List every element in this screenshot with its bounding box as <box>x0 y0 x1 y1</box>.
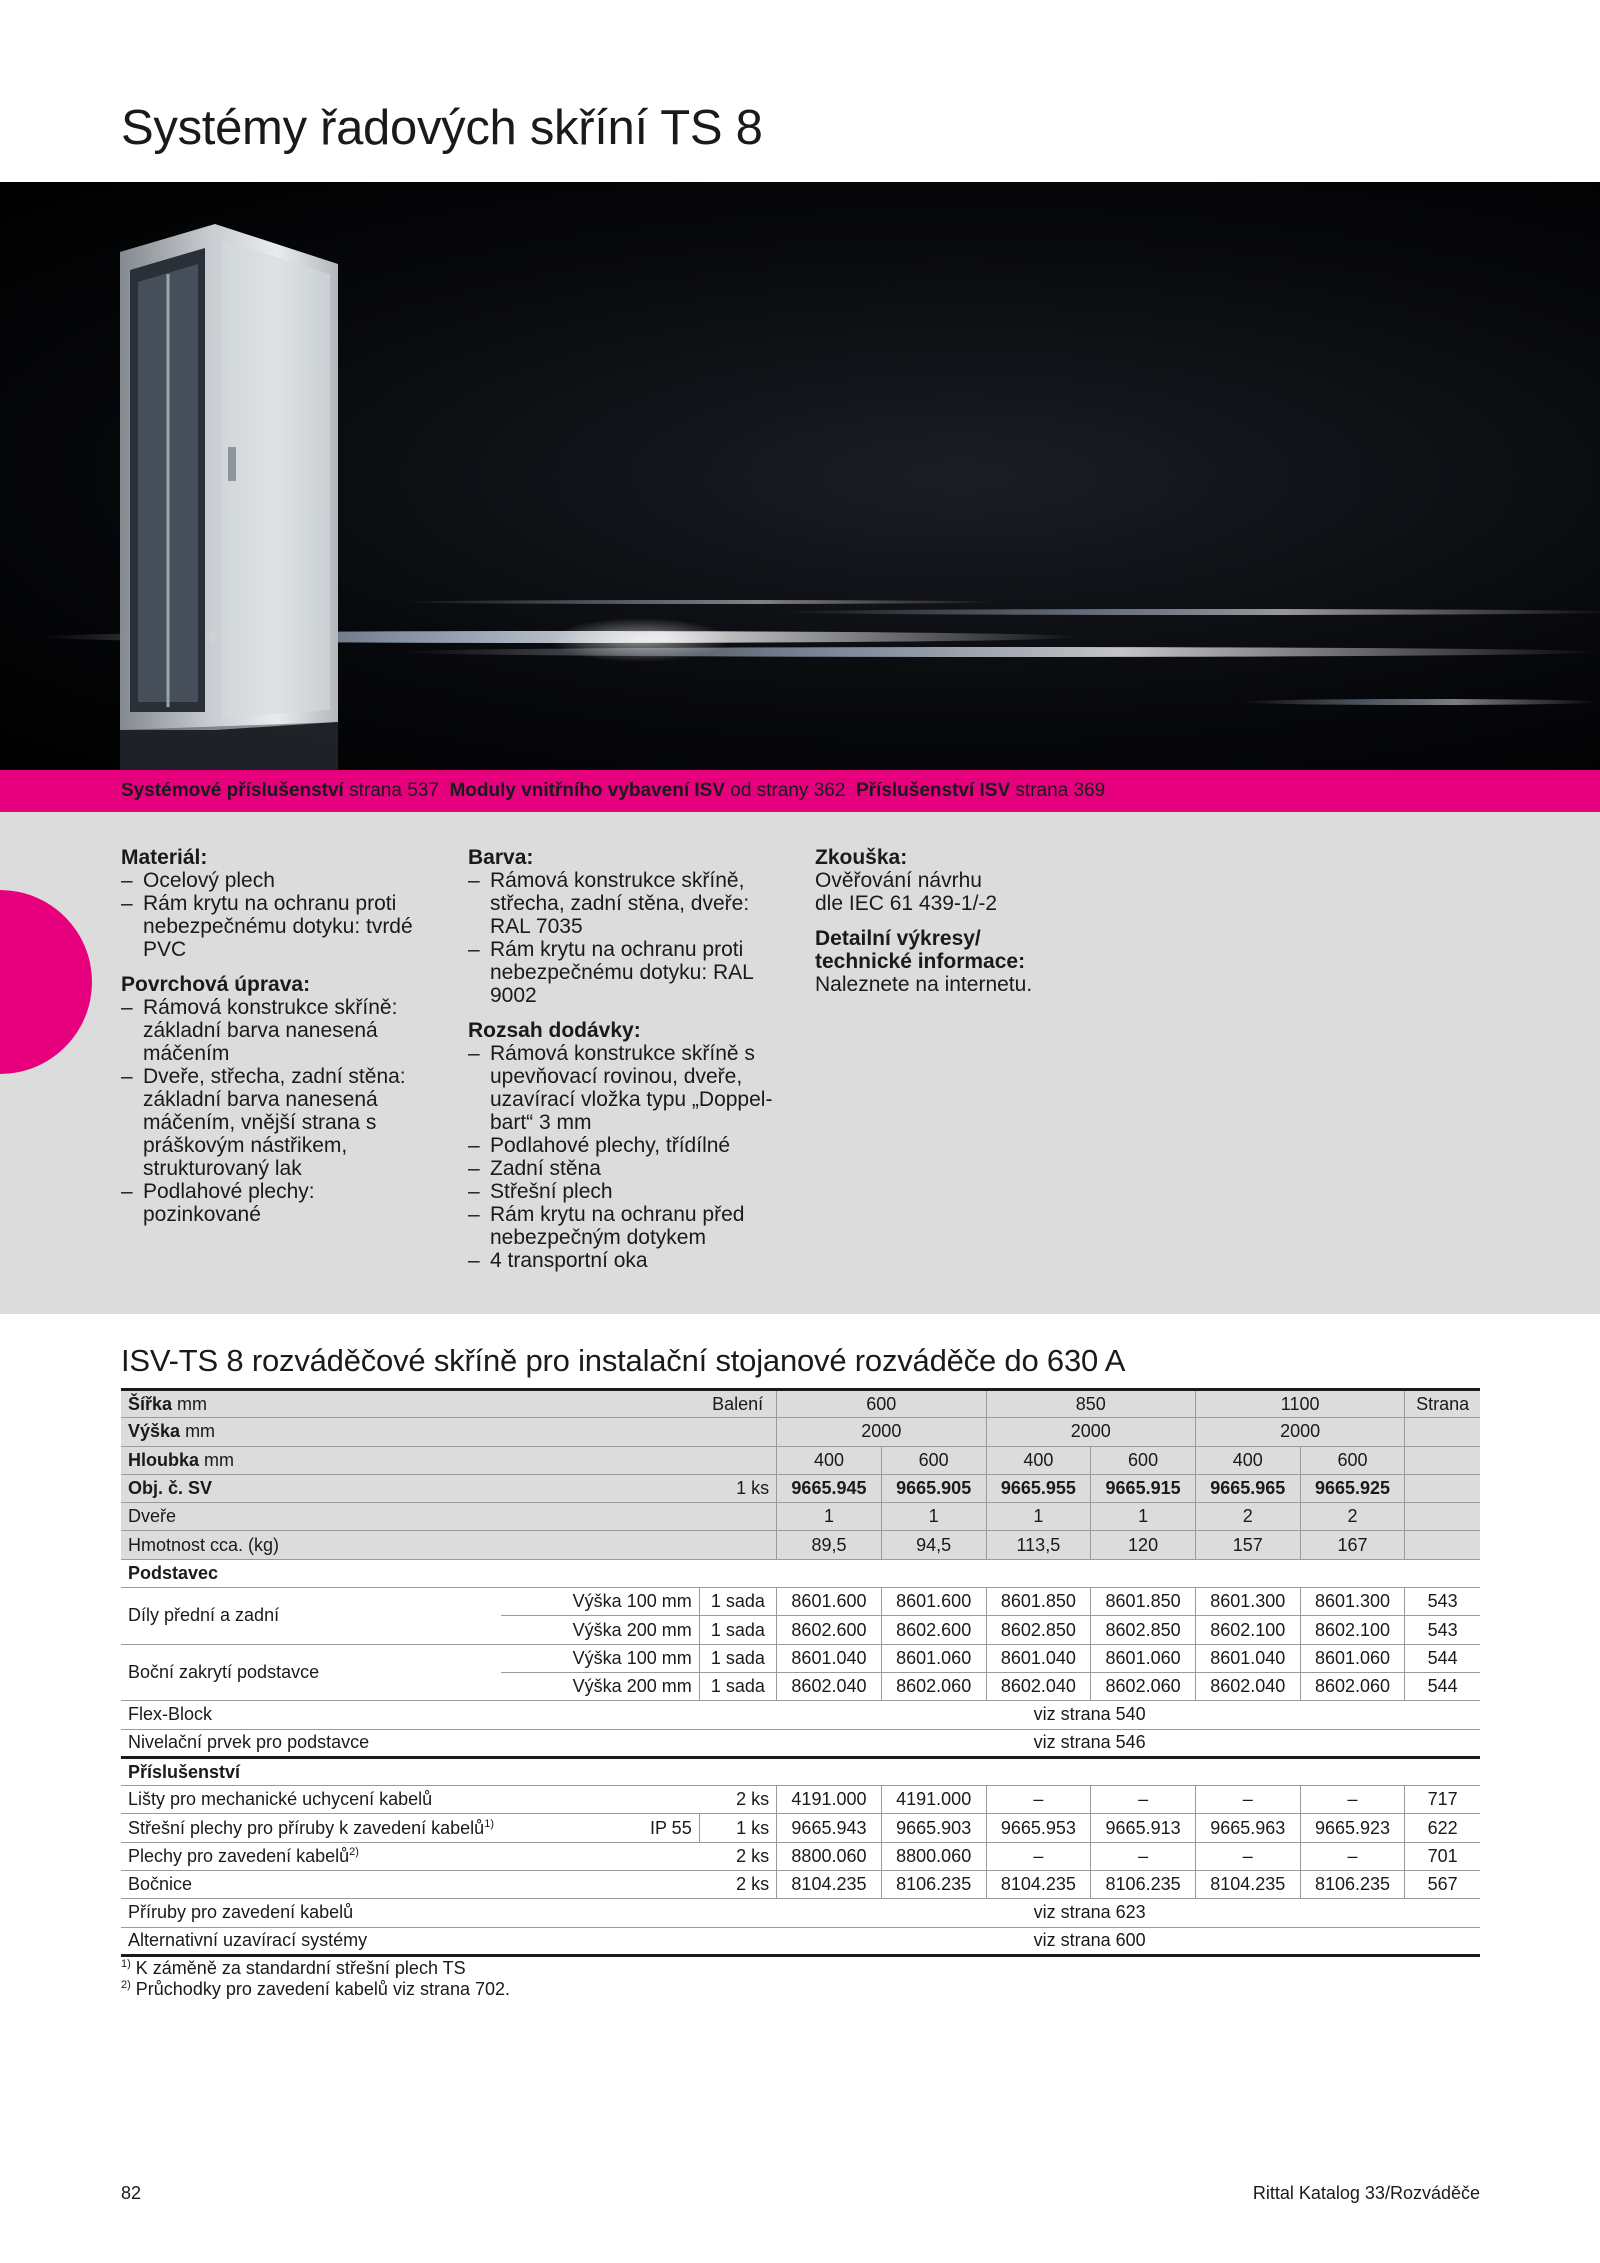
part-number: – <box>1195 1842 1300 1870</box>
part-number[interactable]: 8601.850 <box>1091 1588 1196 1616</box>
width-unit: mm <box>172 1393 208 1414</box>
width-850: 850 <box>986 1390 1195 1418</box>
order-code[interactable]: 9665.905 <box>881 1474 986 1502</box>
part-number[interactable]: 8601.060 <box>1300 1644 1405 1672</box>
page-ref[interactable]: 544 <box>1405 1644 1480 1672</box>
accessory-label: Bočnice <box>121 1871 699 1899</box>
part-number[interactable]: 9665.943 <box>777 1814 882 1842</box>
info-column-material <box>121 846 421 1226</box>
page-ref[interactable]: 543 <box>1405 1588 1480 1616</box>
table-row-width <box>121 1390 1480 1418</box>
part-number[interactable]: 8602.600 <box>881 1616 986 1644</box>
height-option: Výška 100 mm <box>501 1644 699 1672</box>
page-ref[interactable]: 544 <box>1405 1672 1480 1700</box>
part-number[interactable]: 8106.235 <box>1300 1871 1405 1899</box>
height-label: Výška <box>128 1421 181 1442</box>
part-number[interactable]: 8602.060 <box>1091 1672 1196 1700</box>
weight-value: 167 <box>1300 1531 1405 1559</box>
part-number: – <box>1195 1786 1300 1814</box>
part-number[interactable]: 8602.100 <box>1195 1616 1300 1644</box>
accessory-ref-3-page: strana 369 <box>1010 780 1106 801</box>
doors-value: 2 <box>1300 1503 1405 1531</box>
part-number[interactable]: 9665.953 <box>986 1814 1091 1842</box>
depth-value: 400 <box>1195 1446 1300 1474</box>
table-row <box>121 1644 1480 1672</box>
test-text: Ověřování návrhu dle IEC 61 439-1/-2 <box>815 869 998 915</box>
part-number[interactable]: 4191.000 <box>881 1786 986 1814</box>
doors-value: 1 <box>777 1503 882 1531</box>
accessory-label-text: Plechy pro zavedení kabelů <box>128 1845 350 1866</box>
test-heading: Zkouška: <box>815 846 908 869</box>
part-number[interactable]: 9665.913 <box>1091 1814 1196 1842</box>
pack-value: 2 ks <box>699 1786 776 1814</box>
doors-value: 1 <box>881 1503 986 1531</box>
list-item: – Rámová konstrukce skříně, střecha, zadní stěna, dveře: RAL 7035 <box>468 869 786 938</box>
catalog-name: Rittal Katalog 33/Rozváděče <box>1252 2183 1480 2203</box>
order-code[interactable]: 9665.945 <box>777 1474 882 1502</box>
table-row <box>121 1814 1480 1842</box>
order-number-label: Obj. č. SV <box>121 1474 699 1502</box>
flex-block-label: Flex-Block <box>121 1701 699 1729</box>
accessories-heading: Příslušenství <box>121 1757 1480 1785</box>
part-number[interactable]: 8104.235 <box>777 1871 882 1899</box>
material-list <box>121 869 421 961</box>
height-value: 2000 <box>986 1418 1195 1446</box>
footnote-mark: 1) <box>121 1958 131 1970</box>
part-number[interactable]: 4191.000 <box>777 1786 882 1814</box>
accessory-label <box>121 1842 699 1870</box>
list-item: – Ocelový plech <box>121 869 421 892</box>
page-ref[interactable]: 567 <box>1405 1871 1480 1899</box>
pack-header: Balení <box>699 1390 776 1418</box>
table-row <box>121 1842 1480 1870</box>
footnote-ref: 2) <box>349 1845 359 1858</box>
list-item: – Dveře, střecha, zadní stěna: základní barva nanesená máčením, vnější strana s práškovým nástřikem, strukturovaný lak <box>121 1065 421 1180</box>
surface-list <box>121 996 421 1226</box>
table-title: ISV-TS 8 rozváděčové skříně pro instalační stojanové rozváděče do 630 A <box>121 1343 1126 1378</box>
page-ref[interactable]: 701 <box>1405 1842 1480 1870</box>
list-item: – 4 transportní oka <box>468 1249 786 1272</box>
pack-value: 1 sada <box>699 1588 776 1616</box>
page-ref[interactable]: 543 <box>1405 1616 1480 1644</box>
part-number[interactable]: 8602.040 <box>986 1672 1091 1700</box>
order-code[interactable]: 9665.965 <box>1195 1474 1300 1502</box>
weight-value: 113,5 <box>986 1531 1091 1559</box>
list-item: – Zadní stěna <box>468 1157 786 1180</box>
weight-label: Hmotnost cca. (kg) <box>121 1531 699 1559</box>
table-row-weight <box>121 1531 1480 1559</box>
part-number[interactable]: 8602.040 <box>777 1672 882 1700</box>
part-number[interactable]: 8602.060 <box>881 1672 986 1700</box>
page-header: Strana <box>1405 1390 1480 1418</box>
list-item: – Podlahové plechy: pozinkované <box>121 1180 421 1226</box>
part-number[interactable]: 8104.235 <box>986 1871 1091 1899</box>
part-number[interactable]: 9665.903 <box>881 1814 986 1842</box>
accessory-ref-2-page: od strany 362 <box>725 780 856 801</box>
flex-block-ref[interactable]: viz strana 540 <box>699 1701 1480 1729</box>
doors-label: Dveře <box>121 1503 699 1531</box>
doors-value: 2 <box>1195 1503 1300 1531</box>
list-item: – Rámová konstrukce skříně s upevňovací rovinou, dveře, uzavírací vložka typu „Doppel-bart“ 3 mm <box>468 1042 786 1134</box>
part-number[interactable]: 8104.235 <box>1195 1871 1300 1899</box>
order-code[interactable]: 9665.915 <box>1091 1474 1196 1502</box>
page-ref[interactable]: 622 <box>1405 1814 1480 1842</box>
part-number[interactable]: 9665.923 <box>1300 1814 1405 1842</box>
part-number[interactable]: 8602.850 <box>986 1616 1091 1644</box>
depth-unit: mm <box>199 1449 235 1470</box>
scope-list <box>468 1042 786 1272</box>
leveling-ref[interactable]: viz strana 546 <box>699 1729 1480 1757</box>
info-column-color <box>468 846 786 1272</box>
width-600: 600 <box>777 1390 986 1418</box>
height-option: Výška 200 mm <box>501 1672 699 1700</box>
accessory-ref-3-title[interactable]: Příslušenství ISV <box>855 780 1011 801</box>
accessory-ref-2-title[interactable]: Moduly vnitřního vybavení ISV <box>449 780 725 801</box>
pack-value: 1 sada <box>699 1672 776 1700</box>
accessory-label: Lišty pro mechanické uchycení kabelů <box>121 1786 699 1814</box>
part-number: – <box>1300 1786 1405 1814</box>
scope-heading: Rozsah dodávky: <box>468 1019 641 1042</box>
part-number[interactable]: 8602.600 <box>777 1616 882 1644</box>
page-number: 82 <box>121 2183 142 2203</box>
part-number: – <box>1300 1842 1405 1870</box>
locking-systems-label: Alternativní uzavírací systémy <box>121 1927 699 1955</box>
part-number[interactable]: 8601.060 <box>1091 1644 1196 1672</box>
material-heading: Materiál: <box>121 846 208 869</box>
height-value: 2000 <box>1195 1418 1404 1446</box>
depth-value: 600 <box>1300 1446 1405 1474</box>
part-number[interactable]: 8106.235 <box>1091 1871 1196 1899</box>
info-column-test <box>815 846 1115 996</box>
list-item: – Rám krytu na ochranu proti nebezpečnému dotyku: RAL 9002 <box>468 938 786 1007</box>
part-number[interactable]: 8601.600 <box>777 1588 882 1616</box>
accessory-references-bar <box>0 770 1600 812</box>
part-number[interactable]: 8601.060 <box>881 1644 986 1672</box>
pack-value: 1 sada <box>699 1616 776 1644</box>
footnote-ref: 1) <box>484 1817 494 1830</box>
table-row <box>121 1729 1480 1757</box>
leveling-label: Nivelační prvek pro podstavce <box>121 1729 699 1757</box>
part-number: – <box>1091 1842 1196 1870</box>
part-number[interactable]: 8601.300 <box>1195 1588 1300 1616</box>
width-1100: 1100 <box>1195 1390 1404 1418</box>
footnotes <box>121 1958 510 2000</box>
footnote-2 <box>121 1979 510 2000</box>
plinth-side-label: Boční zakrytí podstavce <box>121 1644 501 1701</box>
accessory-ref-1-page: strana 537 <box>343 780 450 801</box>
footnote-text: K záměně za standardní střešní plech TS <box>130 1958 466 1978</box>
part-number[interactable]: 8601.040 <box>986 1644 1091 1672</box>
table-row <box>121 1899 1480 1927</box>
part-number[interactable]: 8601.850 <box>986 1588 1091 1616</box>
table-row <box>121 1786 1480 1814</box>
enclosure-cabinet-illustration <box>0 182 1600 770</box>
table-row <box>121 1871 1480 1899</box>
table-row <box>121 1927 1480 1955</box>
weight-value: 120 <box>1091 1531 1196 1559</box>
part-number[interactable]: 8601.040 <box>777 1644 882 1672</box>
depth-label: Hloubka <box>128 1449 200 1470</box>
footnote-text: Průchodky pro zavedení kabelů viz strana 702. <box>130 1979 511 1999</box>
footnote-mark: 2) <box>121 1979 131 1991</box>
product-spec-table <box>121 1388 1480 1957</box>
color-list <box>468 869 786 1007</box>
plinth-front-rear-label: Díly přední a zadní <box>121 1588 501 1645</box>
page-ref[interactable]: 717 <box>1405 1786 1480 1814</box>
part-number[interactable]: 8106.235 <box>881 1871 986 1899</box>
table-section-plinth <box>121 1559 1480 1587</box>
table-row-depth <box>121 1446 1480 1474</box>
locking-systems-ref[interactable]: viz strana 600 <box>699 1927 1480 1955</box>
height-option: Výška 200 mm <box>501 1616 699 1644</box>
weight-value: 157 <box>1195 1531 1300 1559</box>
pack-value: 2 ks <box>699 1871 776 1899</box>
table-row-order-number <box>121 1474 1480 1502</box>
width-label: Šířka <box>128 1393 173 1414</box>
hero-product-image <box>0 182 1600 770</box>
list-item: – Rám krytu na ochranu před nebezpečným dotykem <box>468 1203 786 1249</box>
height-value: 2000 <box>777 1418 986 1446</box>
pack-value: 1 sada <box>699 1644 776 1672</box>
doors-value: 1 <box>1091 1503 1196 1531</box>
depth-value: 600 <box>881 1446 986 1474</box>
part-number: – <box>1091 1786 1196 1814</box>
part-number[interactable]: 8800.060 <box>777 1842 882 1870</box>
height-unit: mm <box>180 1421 216 1442</box>
table-row-doors <box>121 1503 1480 1531</box>
height-option: Výška 100 mm <box>501 1588 699 1616</box>
drawings-heading: Detailní výkresy/ technické informace: <box>815 927 1026 973</box>
pack-value: 1 ks <box>699 1814 776 1842</box>
part-number[interactable]: 8602.060 <box>1300 1672 1405 1700</box>
order-pack: 1 ks <box>699 1474 776 1502</box>
surface-heading: Povrchová úprava: <box>121 973 311 996</box>
list-item: – Rámová konstrukce skříně: základní barva nanesená máčením <box>121 996 421 1065</box>
part-number[interactable]: 8601.600 <box>881 1588 986 1616</box>
part-number[interactable]: 8601.040 <box>1195 1644 1300 1672</box>
accessory-ref-1-title[interactable]: Systémové příslušenství <box>121 780 344 801</box>
flange-label: Příruby pro zavedení kabelů <box>121 1899 699 1927</box>
footnote-1 <box>121 1958 510 1979</box>
page-title: Systémy řadových skříní TS 8 <box>121 101 763 155</box>
order-code[interactable]: 9665.925 <box>1300 1474 1405 1502</box>
flange-ref[interactable]: viz strana 623 <box>699 1899 1480 1927</box>
plinth-heading: Podstavec <box>121 1559 1480 1587</box>
part-number[interactable]: 9665.963 <box>1195 1814 1300 1842</box>
table-row <box>121 1588 1480 1616</box>
list-item: – Podlahové plechy, třídílné <box>468 1134 786 1157</box>
color-heading: Barva: <box>468 846 534 869</box>
part-number[interactable]: 8602.100 <box>1300 1616 1405 1644</box>
depth-value: 400 <box>986 1446 1091 1474</box>
list-item: – Rám krytu na ochranu proti nebezpečnému dotyku: tvrdé PVC <box>121 892 421 961</box>
list-item: – Střešní plech <box>468 1180 786 1203</box>
protection-rating: IP 55 <box>501 1814 699 1842</box>
weight-value: 94,5 <box>881 1531 986 1559</box>
drawings-text: Naleznete na internetu. <box>815 973 1033 996</box>
weight-value: 89,5 <box>777 1531 882 1559</box>
table-row-height <box>121 1418 1480 1446</box>
part-number: – <box>986 1842 1091 1870</box>
accessory-label <box>121 1814 501 1842</box>
part-number[interactable]: 8602.850 <box>1091 1616 1196 1644</box>
order-code[interactable]: 9665.955 <box>986 1474 1091 1502</box>
accessory-label-text: Střešní plechy pro příruby k zavedení kabelů <box>128 1817 485 1838</box>
table-section-accessories <box>121 1757 1480 1785</box>
part-number[interactable]: 8800.060 <box>881 1842 986 1870</box>
part-number[interactable]: 8602.040 <box>1195 1672 1300 1700</box>
part-number: – <box>986 1786 1091 1814</box>
depth-value: 400 <box>777 1446 882 1474</box>
part-number[interactable]: 8601.300 <box>1300 1588 1405 1616</box>
table-row <box>121 1701 1480 1729</box>
depth-value: 600 <box>1091 1446 1196 1474</box>
pack-value: 2 ks <box>699 1842 776 1870</box>
doors-value: 1 <box>986 1503 1091 1531</box>
